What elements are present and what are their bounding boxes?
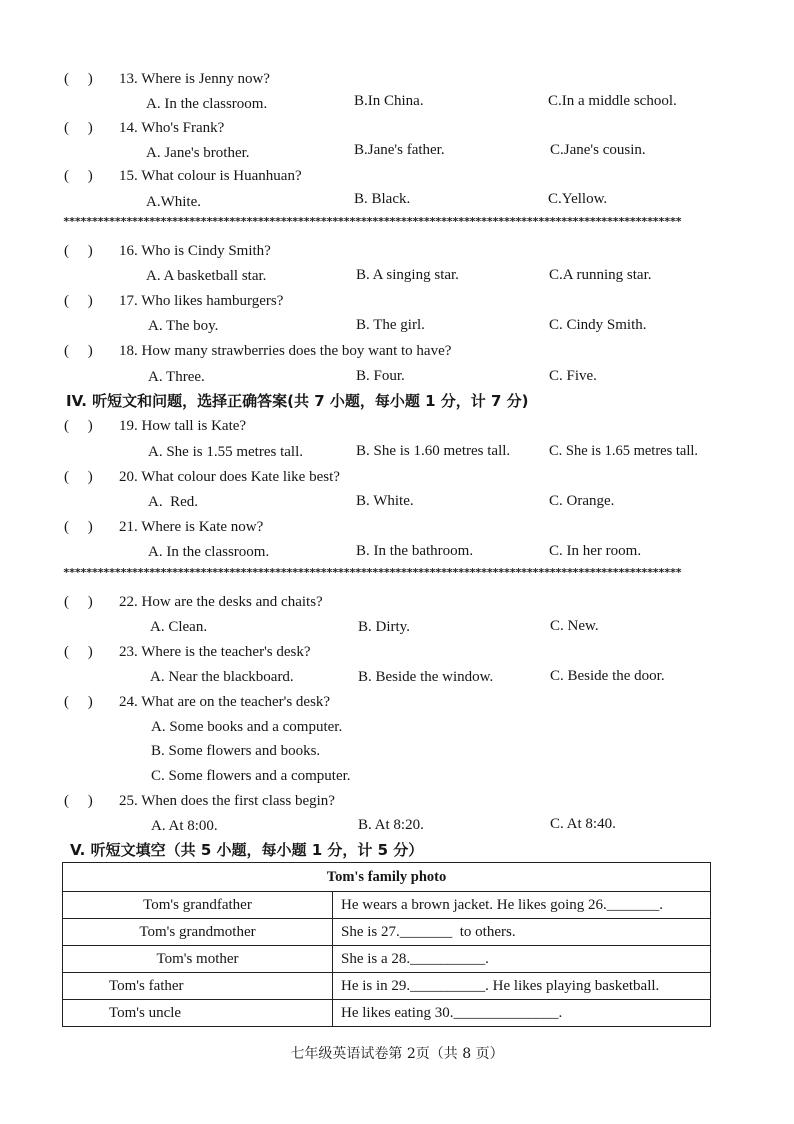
- question-text: 15. What colour is Huanhuan?: [119, 168, 302, 184]
- question-17: [64, 289, 754, 313]
- option-b[interactable]: B. Four.: [356, 368, 405, 384]
- table-row: [63, 973, 711, 1000]
- question-24: [64, 690, 754, 714]
- table-row: [63, 892, 711, 919]
- row-text[interactable]: He is in 29.__________. He likes playing basketball.: [333, 973, 711, 1000]
- option-a[interactable]: A. In the classroom.: [146, 96, 268, 112]
- question-14: [64, 116, 754, 140]
- option-a[interactable]: A. A basketball star.: [146, 268, 267, 284]
- answer-paren[interactable]: ( ): [64, 343, 93, 359]
- question-21: [64, 515, 754, 539]
- section-4-heading: IV. 听短文和问题，选择正确答案(共 7 小题，每小题 1 分，计 7 分): [66, 392, 529, 410]
- answer-paren[interactable]: ( ): [64, 793, 93, 809]
- question-text: 25. When does the first class begin?: [119, 793, 335, 809]
- row-label: Tom's grandmother: [63, 919, 333, 946]
- option-c[interactable]: C.A running star.: [549, 267, 652, 283]
- question-text: 24. What are on the teacher's desk?: [119, 694, 331, 710]
- option-c[interactable]: C. Cindy Smith.: [549, 317, 647, 333]
- question-18: [64, 339, 754, 363]
- option-b[interactable]: B. Some flowers and books.: [151, 743, 321, 759]
- answer-paren[interactable]: ( ): [64, 168, 93, 184]
- family-photo-table: [62, 862, 711, 1027]
- row-text[interactable]: He wears a brown jacket. He likes going 26._______.: [333, 892, 711, 919]
- table-row: [63, 946, 711, 973]
- option-a[interactable]: A. In the classroom.: [148, 544, 270, 560]
- answer-paren[interactable]: ( ): [64, 519, 93, 535]
- option-c[interactable]: C. Some flowers and a computer.: [151, 768, 351, 784]
- question-20: [64, 465, 754, 489]
- option-c[interactable]: C.Yellow.: [548, 191, 608, 207]
- answer-paren[interactable]: ( ): [64, 469, 93, 485]
- row-label: Tom's uncle: [63, 1000, 333, 1027]
- row-label: Tom's mother: [63, 946, 333, 973]
- option-a[interactable]: A. The boy.: [148, 318, 219, 334]
- row-text[interactable]: She is a 28.__________.: [333, 946, 711, 973]
- answer-paren[interactable]: ( ): [64, 644, 93, 660]
- option-c[interactable]: C. Beside the door.: [550, 668, 665, 684]
- answer-paren[interactable]: ( ): [64, 694, 93, 710]
- question-text: 16. Who is Cindy Smith?: [119, 243, 271, 259]
- option-b[interactable]: B. The girl.: [356, 317, 425, 333]
- option-b[interactable]: B.Jane's father.: [354, 142, 445, 158]
- option-c[interactable]: C. Five.: [549, 368, 597, 384]
- question-text: 23. Where is the teacher's desk?: [119, 644, 311, 660]
- question-23: [64, 640, 754, 664]
- option-c[interactable]: C.In a middle school.: [548, 93, 677, 109]
- option-a[interactable]: A. Clean.: [150, 619, 208, 635]
- question-15: [64, 164, 754, 188]
- row-text[interactable]: He likes eating 30.______________.: [333, 1000, 711, 1027]
- answer-paren[interactable]: ( ): [64, 418, 93, 434]
- option-b[interactable]: B. Dirty.: [358, 619, 410, 635]
- answer-paren[interactable]: ( ): [64, 293, 93, 309]
- question-text: 20. What colour does Kate like best?: [119, 469, 340, 485]
- option-b[interactable]: B. She is 1.60 metres tall.: [356, 443, 511, 459]
- question-22: [64, 590, 754, 614]
- option-b[interactable]: B.In China.: [354, 93, 424, 109]
- question-16: [64, 239, 754, 263]
- option-a[interactable]: A. Some books and a computer.: [151, 719, 343, 735]
- option-b[interactable]: B. Beside the window.: [358, 669, 494, 685]
- option-a[interactable]: A. She is 1.55 metres tall.: [148, 444, 303, 460]
- option-c[interactable]: C. She is 1.65 metres tall.: [549, 443, 699, 459]
- option-b[interactable]: B. At 8:20.: [358, 817, 424, 833]
- table-row: [63, 919, 711, 946]
- option-c[interactable]: C. New.: [550, 618, 599, 634]
- question-19: [64, 414, 754, 438]
- question-text: 14. Who's Frank?: [119, 120, 225, 136]
- option-a[interactable]: A.White.: [146, 194, 201, 210]
- option-c[interactable]: C.Jane's cousin.: [550, 142, 646, 158]
- question-text: 21. Where is Kate now?: [119, 519, 264, 535]
- answer-paren[interactable]: ( ): [64, 120, 93, 136]
- question-text: 18. How many strawberries does the boy want to have?: [119, 343, 452, 359]
- table-title: Tom's family photo: [63, 863, 711, 892]
- option-b[interactable]: B. A singing star.: [356, 267, 459, 283]
- question-text: 13. Where is Jenny now?: [119, 71, 270, 87]
- question-text: 19. How tall is Kate?: [119, 418, 247, 434]
- answer-paren[interactable]: ( ): [64, 71, 93, 87]
- option-a[interactable]: A. Near the blackboard.: [150, 669, 294, 685]
- option-b[interactable]: B. White.: [356, 493, 414, 509]
- row-label: Tom's father: [63, 973, 333, 1000]
- row-label: Tom's grandfather: [63, 892, 333, 919]
- row-text[interactable]: She is 27._______ to others.: [333, 919, 711, 946]
- option-b[interactable]: B. In the bathroom.: [356, 543, 474, 559]
- page-footer: 七年级英语试卷第 2页（共 8 页）: [290, 1046, 504, 1062]
- question-text: 22. How are the desks and chaits?: [119, 594, 323, 610]
- answer-paren[interactable]: ( ): [64, 243, 93, 259]
- answer-paren[interactable]: ( ): [64, 594, 93, 610]
- option-c[interactable]: C. In her room.: [549, 543, 642, 559]
- option-c[interactable]: C. At 8:40.: [550, 816, 616, 832]
- option-c[interactable]: C. Orange.: [549, 493, 615, 509]
- option-a[interactable]: A. Red.: [148, 494, 198, 510]
- table-row: [63, 1000, 711, 1027]
- question-25: [64, 789, 754, 813]
- separator-line: ************************************************************************************************************: [63, 566, 682, 579]
- option-a[interactable]: A. At 8:00.: [151, 818, 218, 834]
- section-5-heading: V. 听短文填空（共 5 小题，每小题 1 分，计 5 分）: [70, 841, 424, 859]
- option-a[interactable]: A. Jane's brother.: [146, 145, 250, 161]
- option-b[interactable]: B. Black.: [354, 191, 411, 207]
- separator-line: ************************************************************************************************************: [63, 215, 682, 228]
- question-13: [64, 67, 754, 91]
- option-a[interactable]: A. Three.: [148, 369, 205, 385]
- question-text: 17. Who likes hamburgers?: [119, 293, 284, 309]
